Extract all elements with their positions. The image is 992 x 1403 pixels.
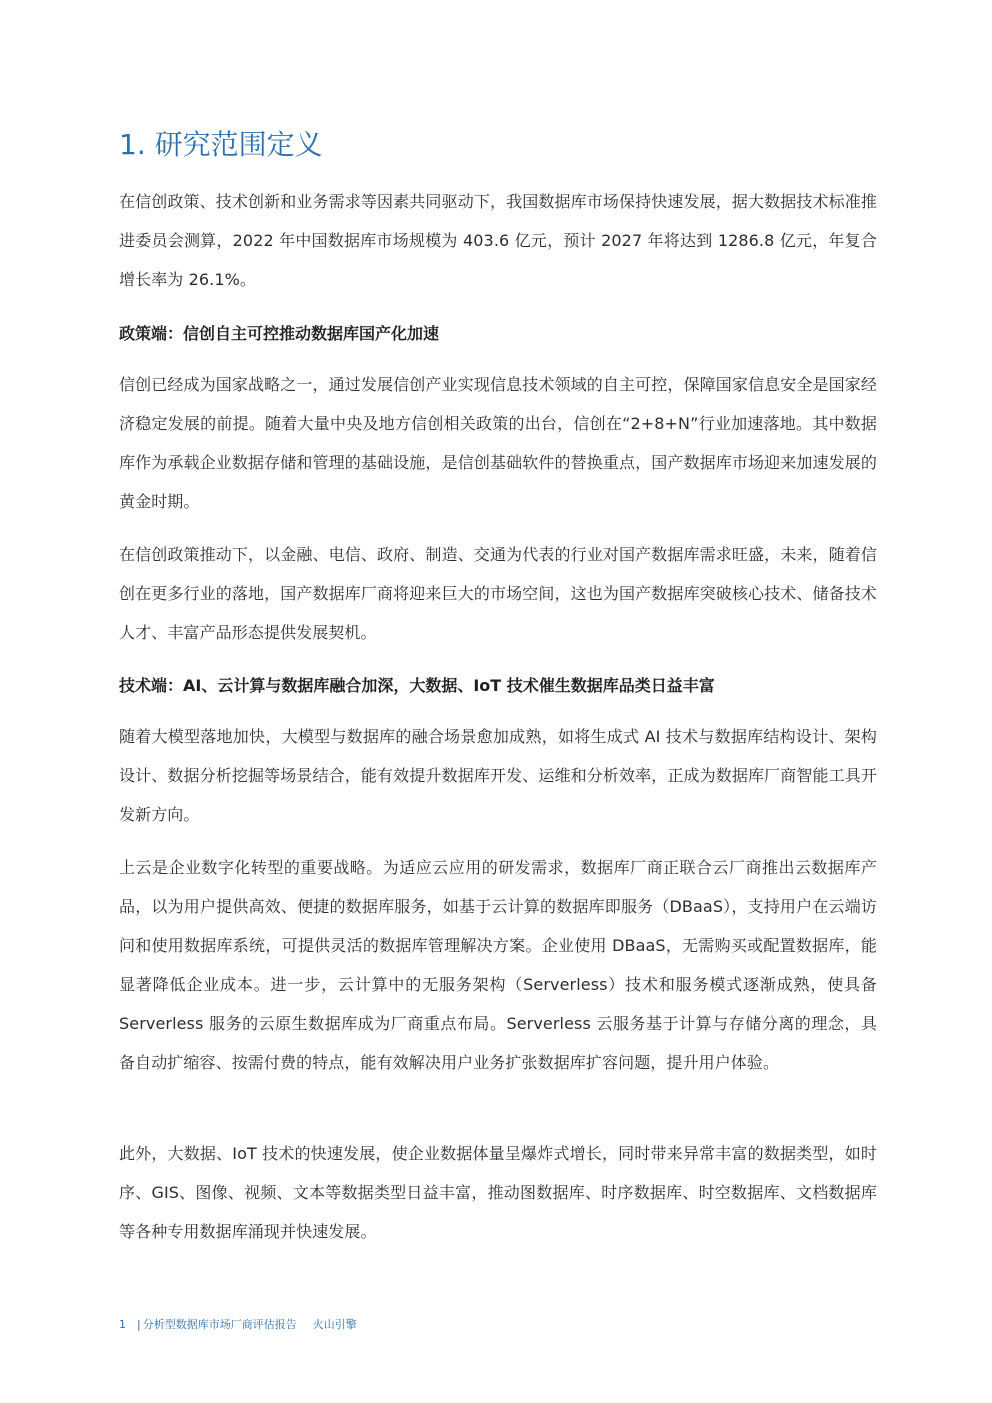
paragraph-tech-1: 随着大模型落地加快，大模型与数据库的融合场景愈加成熟，如将生成式 AI 技术与数据库结构设计、架构设计、数据分析挖掘等场景结合，能有效提升数据库开发、运维和分析效率，正成为数据库厂商智能工具开发新方向。 [119, 727, 877, 824]
footer-brand: 火山引擎 [312, 1318, 357, 1331]
paragraph-intro: 在信创政策、技术创新和业务需求等因素共同驱动下，我国数据库市场保持快速发展，据大数据技术标准推进委员会测算，2022 年中国数据库市场规模为 403.6 亿元，预计 2027 年将达到 1286.8 亿元，年复合增长率为 26.1%。 [119, 192, 877, 289]
footer-separator: | [137, 1318, 141, 1331]
footer-report-name: 分析型数据库市场厂商评估报告 [142, 1318, 297, 1331]
paragraph-policy-1: 信创已经成为国家战略之一，通过发展信创产业实现信息技术领域的自主可控，保障国家信息安全是国家经济稳定发展的前提。随着大量中央及地方信创相关政策的出台，信创在“2+8+N”行业加速落地。其中数据库作为承载企业数据存储和管理的基础设施，是信创基础软件的替换重点，国产数据库市场迎来加速发展的黄金时期。 [119, 375, 877, 511]
page-footer [119, 1317, 357, 1333]
heading-tech: 技术端：AI、云计算与数据库融合加深，大数据、IoT 技术催生数据库品类日益丰富 [119, 676, 715, 695]
heading-policy: 政策端：信创自主可控推动数据库国产化加速 [119, 324, 440, 343]
section-title: 1. 研究范围定义 [119, 128, 323, 161]
paragraph-tech-3: 此外，大数据、IoT 技术的快速发展，使企业数据体量呈爆炸式增长，同时带来异常丰富的数据类型，如时序、GIS、图像、视频、文本等数据类型日益丰富，推动图数据库、时序数据库、时空数据库、文档数据库等各种专用数据库涌现并快速发展。 [119, 1144, 877, 1241]
page-number: 1 [119, 1318, 126, 1331]
paragraph-policy-2: 在信创政策推动下，以金融、电信、政府、制造、交通为代表的行业对国产数据库需求旺盛，未来，随着信创在更多行业的落地，国产数据库厂商将迎来巨大的市场空间，这也为国产数据库突破核心技术、储备技术人才、丰富产品形态提供发展契机。 [119, 545, 877, 642]
paragraph-tech-2: 上云是企业数字化转型的重要战略。为适应云应用的研发需求，数据库厂商正联合云厂商推出云数据库产品，以为用户提供高效、便捷的数据库服务，如基于云计算的数据库即服务（DBaaS），支持用户在云端访问和使用数据库系统，可提供灵活的数据库管理解决方案。企业使用 DBaaS，无需购买或配置数据库，能显著降低企业成本。进一步，云计算中的无服务架构（Serverless）技术和服务模式逐渐成熟，使具备 Serverless 服务的云原生数据库成为厂商重点布局。Serverless 云服务基于计算与存储分离的理念，具备自动扩缩容、按需付费的特点，能有效解决用户业务扩张数据库扩容问题，提升用户体验。 [119, 858, 877, 1072]
